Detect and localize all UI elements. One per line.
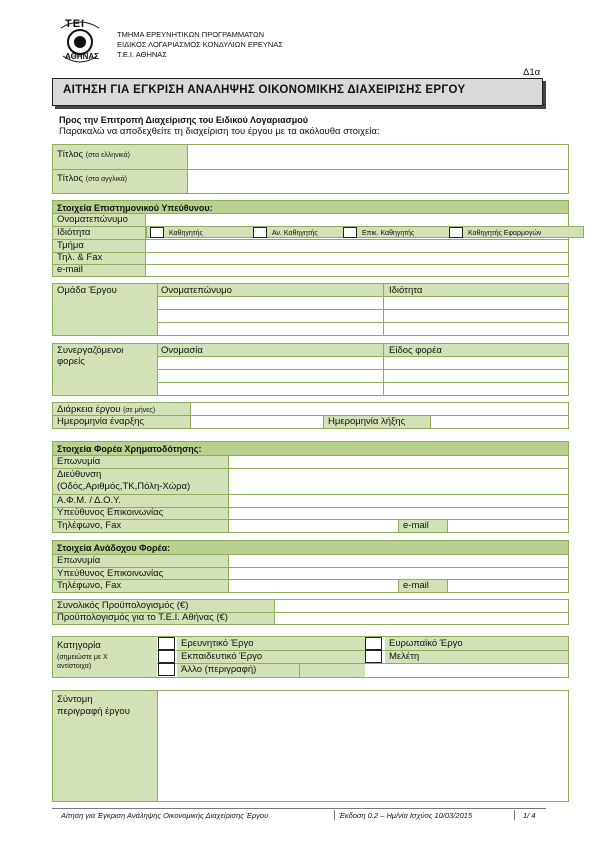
sci-capacity-label: Ιδιότητα — [57, 227, 91, 238]
contractor-name-label: Επωνυμία — [57, 555, 101, 566]
sci-name-label: Ονοματεπώνυμο — [57, 214, 128, 225]
greek-note: (στα ελληνικά) — [85, 152, 130, 159]
category-educational: Εκπαιδευτικό Έργο — [181, 651, 263, 662]
contractor-contact-label: Υπεύθυνος Επικοινωνίας — [57, 568, 164, 579]
funder-phone-label: Τηλέφωνο, Fax — [57, 520, 122, 531]
option-applied-professor: Καθηγητής Εφαρμογών — [468, 230, 542, 237]
title-greek-label — [57, 149, 130, 162]
title-english-field[interactable] — [189, 171, 567, 192]
partners-col-type: Είδος φορέα — [389, 345, 442, 356]
contractor-section — [52, 540, 569, 593]
footer-doc: Αίτηση για Έγκριση Ανάληψης Οικονομικής Διαχείρισης Έργου — [61, 811, 269, 820]
funder-address-label-2: (Οδός,Αριθμός,ΤΚ,Πόλη-Χώρα) — [57, 481, 191, 492]
end-date-label: Ημερομηνία λήξης — [328, 416, 406, 427]
logo-text-top: ΤΕΙ — [65, 18, 86, 30]
partners-col-name: Ονομασία — [161, 345, 203, 356]
sci-department-label: Τμήμα — [57, 240, 84, 251]
title-label-2: Τίτλος — [57, 173, 84, 184]
duration-note: (σε μήνες) — [123, 407, 156, 414]
intro-request: Παρακαλώ να αποδεχθείτε τη διαχείριση του έργου με τα ακόλουθα στοιχεία: — [59, 126, 380, 137]
checkbox-educational[interactable] — [158, 650, 175, 663]
contractor-email-label: e-mail — [403, 580, 429, 591]
logo-text-bottom: ΑΘΗΝΑΣ — [65, 52, 99, 61]
team-col-capacity: Ιδιότητα — [389, 285, 423, 296]
capacity-options — [146, 226, 584, 238]
funder-vat-label: Α.Φ.Μ. / Δ.Ο.Υ. — [57, 495, 121, 506]
description-section — [52, 690, 569, 802]
category-european: Ευρωπαϊκό Έργο — [389, 638, 463, 649]
checkbox-european[interactable] — [365, 637, 382, 650]
duration-section — [52, 402, 569, 429]
scientist-heading: Στοιχεία Επιστημονικού Υπεύθυνου: — [57, 203, 213, 213]
option-assist-professor: Επικ. Καθηγητής — [362, 230, 415, 237]
page-title: ΑΙΤΗΣΗ ΓΙΑ ΕΓΚΡΙΣΗ ΑΝΑΛΗΨΗΣ ΟΙΚΟΝΟΜΙΚΗΣ ΔΙΑΧΕΙΡΙΣΗΣ ΕΡΓΟΥ — [63, 84, 466, 96]
org-line-1: ΤΜΗΜΑ ΕΡΕΥΝΗΤΙΚΩΝ ΠΡΟΓΡΑΜΜΑΤΩΝ — [117, 30, 265, 39]
partners-label-1: Συνεργαζόμενοι — [57, 345, 124, 356]
category-label: Κατηγορία — [57, 640, 101, 651]
category-study: Μελέτη — [389, 651, 420, 662]
category-research: Ερευνητικό Έργο — [181, 638, 254, 649]
budget-tei-label: Προϋπολογισμός για το Τ.Ε.Ι. Αθήνας (€) — [57, 612, 228, 623]
checkbox-study[interactable] — [365, 650, 382, 663]
funder-email-label: e-mail — [403, 520, 429, 531]
partners-section — [52, 343, 569, 396]
title-banner — [52, 78, 543, 106]
org-line-2: ΕΙΔΙΚΟΣ ΛΟΓΑΡΙΑΣΜΟΣ ΚΟΝΔΥΛΙΩΝ ΕΡΕΥΝΑΣ — [117, 40, 283, 49]
logo — [55, 18, 105, 64]
contractor-phone-label: Τηλέφωνο, Fax — [57, 580, 122, 591]
budget-section — [52, 599, 569, 625]
category-note-1: (σημειώστε με Χ — [57, 654, 108, 661]
category-section — [52, 636, 569, 678]
category-note-2: αντίστοιχα) — [57, 663, 92, 670]
team-col-name: Ονοματεπώνυμο — [161, 285, 232, 296]
team-label: Ομάδα Έργου — [57, 285, 117, 296]
checkbox-applied-professor[interactable] — [449, 227, 463, 238]
intro-to: Προς την Επιτροπή Διαχείρισης του Ειδικού Λογαριασμού — [59, 115, 309, 125]
footer-page: 1/ 4 — [523, 811, 536, 820]
option-professor: Καθηγητής — [169, 230, 203, 237]
funder-address-label-1: Διεύθυνση — [57, 469, 102, 480]
funder-contact-label: Υπεύθυνος Επικοινωνίας — [57, 507, 164, 518]
checkbox-assist-professor[interactable] — [343, 227, 357, 238]
description-label-1: Σύντομη — [57, 694, 93, 705]
title-greek-field[interactable] — [189, 146, 567, 168]
checkbox-professor[interactable] — [150, 227, 164, 238]
budget-total-label: Συνολικός Προϋπολογισμός (€) — [57, 600, 189, 611]
contractor-heading: Στοιχεία Ανάδοχου Φορέα: — [57, 543, 171, 553]
form-code: Δ1α — [523, 67, 541, 78]
title-label: Τίτλος — [57, 149, 84, 160]
start-date-label: Ημερομηνία έναρξης — [57, 416, 145, 427]
title-section — [52, 144, 569, 194]
funder-heading: Στοιχεία Φορέα Χρηματοδότησης: — [57, 444, 202, 454]
description-label-2: περιγραφή έργου — [57, 706, 130, 717]
funder-name-label: Επωνυμία — [57, 456, 101, 467]
funder-section — [52, 441, 569, 533]
title-english-label — [57, 173, 127, 186]
checkbox-assoc-professor[interactable] — [253, 227, 267, 238]
checkbox-research[interactable] — [158, 637, 175, 650]
option-assoc-professor: Αν. Καθηγητής — [272, 230, 318, 237]
duration-text: Διάρκεια έργου — [57, 404, 121, 415]
checkbox-other[interactable] — [158, 663, 175, 676]
sci-email-label: e-mail — [57, 264, 83, 275]
description-field[interactable] — [159, 692, 567, 800]
footer-version: Έκδοση 0.2 – Ημ/νία Ισχύος 10/03/2015 — [339, 811, 473, 820]
team-section — [52, 283, 569, 336]
org-line-3: Τ.Ε.Ι. ΑΘΗΝΑΣ — [117, 50, 167, 59]
category-other-field[interactable] — [301, 664, 567, 676]
sci-phone-label: Τηλ. & Fax — [57, 252, 103, 263]
english-note: (στα αγγλικά) — [85, 176, 127, 183]
category-other: Άλλο (περιγραφή) — [181, 664, 257, 675]
partners-label-2: φορείς — [57, 356, 85, 367]
